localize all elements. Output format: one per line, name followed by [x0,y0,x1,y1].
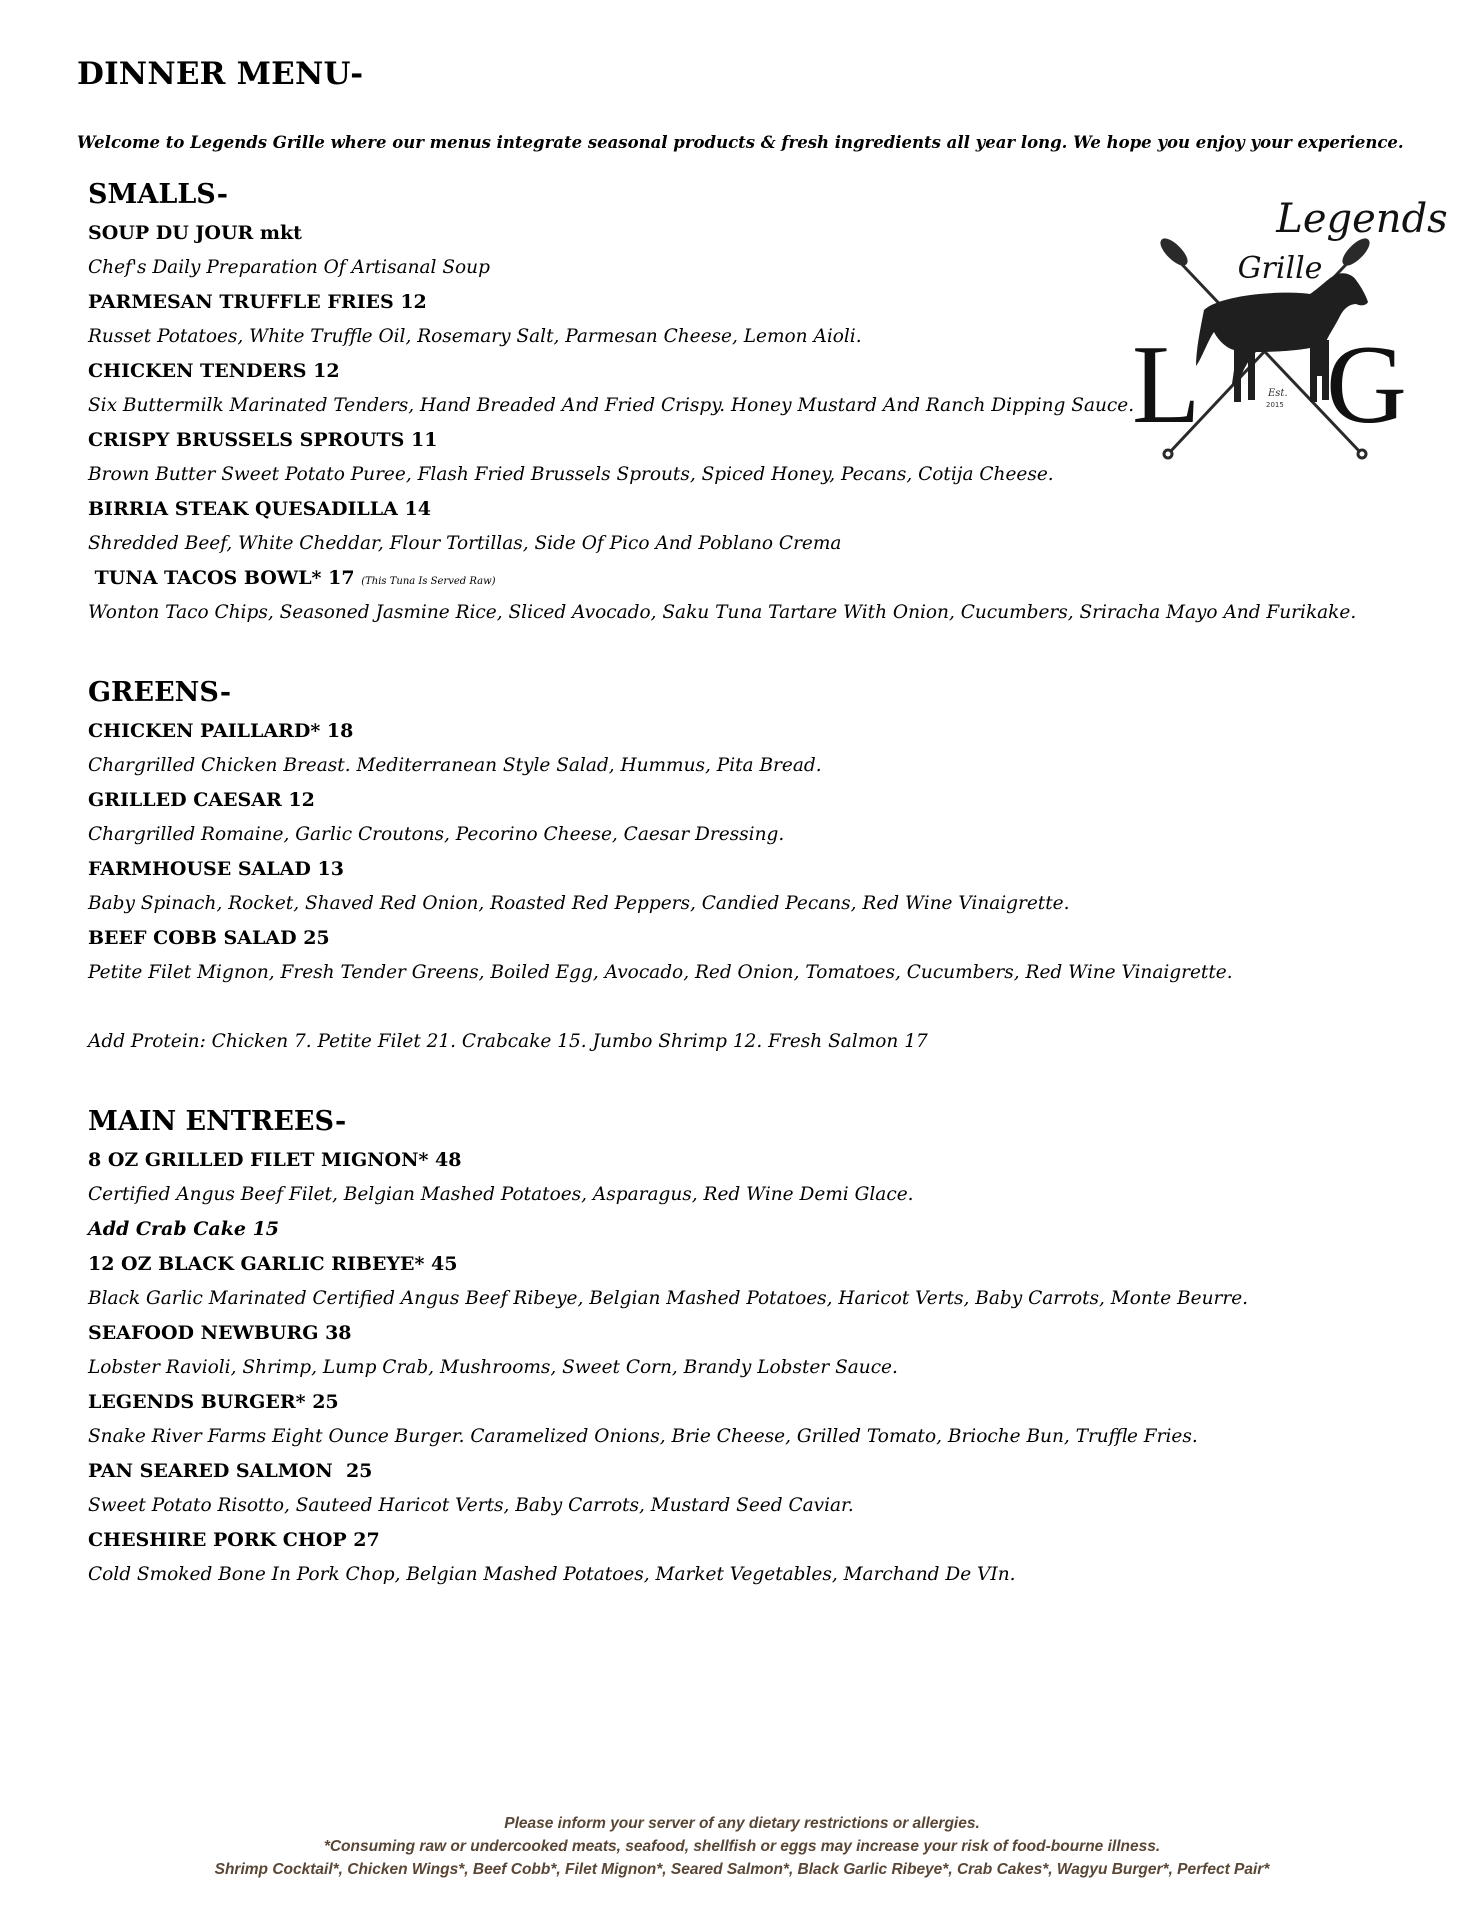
menu-item-name: BEEF COBB SALAD 25 [88,927,330,949]
menu-item-desc: Six Buttermilk Marinated Tenders, Hand Breaded And Fried Crispy. Honey Mustard And Ranch Dipping Sauce. [88,395,1135,416]
logo-letter-g: G [1326,323,1407,447]
menu-item-name: TUNA TACOS BOWL* 17 [88,567,355,589]
menu-item-name: LEGENDS BURGER* 25 [88,1391,339,1413]
menu-item-desc: Sweet Potato Risotto, Sauteed Haricot Verts, Baby Carrots, Mustard Seed Caviar. [88,1495,854,1516]
menu-item-desc: Black Garlic Marinated Certified Angus Beef Ribeye, Belgian Mashed Potatoes, Haricot Verts, Baby Carrots, Monte Beurre. [88,1288,1249,1309]
menu-item-name: GRILLED CAESAR 12 [88,789,315,811]
footer-allergy-line: Please inform your server of any dietary restrictions or allergies. [504,1815,980,1832]
logo-script-line1: Legends [1276,196,1448,242]
logo-year: 2015 [1266,401,1284,409]
menu-item-name: PAN SEARED SALMON 25 [88,1460,373,1482]
menu-item-name: CHESHIRE PORK CHOP 27 [88,1529,380,1551]
footer-raw-items-list: Shrimp Cocktail*, Chicken Wings*, Beef Cobb*, Filet Mignon*, Seared Salmon*, Black Garlic Ribeye*, Crab Cakes*, Wagyu Burger*, Perfect Pair* [214,1861,1270,1878]
logo-est: Est. [1268,388,1288,399]
menu-item-addon: Add Crab Cake 15 [88,1218,280,1240]
add-protein-note: Add Protein: Chicken 7. Petite Filet 21. Crabcake 15. Jumbo Shrimp 12. Fresh Salmon 17 [88,1031,928,1052]
menu-item-desc: Wonton Taco Chips, Seasoned Jasmine Rice, Sliced Avocado, Saku Tuna Tartare With Onion, Cucumbers, Sriracha Mayo And Furikake. [88,602,1357,623]
section-entrees [88,1100,1388,1592]
menu-item-name: FARMHOUSE SALAD 13 [88,858,344,880]
menu-item-desc: Brown Butter Sweet Potato Puree, Flash Fried Brussels Sprouts, Spiced Honey, Pecans, Cotija Cheese. [88,464,1054,485]
menu-item-name: CRISPY BRUSSELS SPROUTS 11 [88,429,438,451]
logo-letter-l: L [1132,323,1201,447]
menu-item-name: PARMESAN TRUFFLE FRIES 12 [88,291,427,313]
menu-item-name: 12 OZ BLACK GARLIC RIBEYE* 45 [88,1253,458,1275]
section-smalls [88,173,1388,630]
menu-item-desc: Certified Angus Beef Filet, Belgian Mashed Potatoes, Asparagus, Red Wine Demi Glace. [88,1184,914,1205]
menu-item-desc: Russet Potatoes, White Truffle Oil, Rosemary Salt, Parmesan Cheese, Lemon Aioli. [88,326,862,347]
menu-item-name: SOUP DU JOUR mkt [88,222,302,244]
menu-item-desc: Snake River Farms Eight Ounce Burger. Caramelized Onions, Brie Cheese, Grilled Tomato, Brioche Bun, Truffle Fries. [88,1426,1198,1447]
menu-item-name: SEAFOOD NEWBURG 38 [88,1322,352,1344]
menu-item-desc: Chargrilled Romaine, Garlic Croutons, Pecorino Cheese, Caesar Dressing. [88,824,785,845]
menu-item-desc: Baby Spinach, Rocket, Shaved Red Onion, Roasted Red Peppers, Candied Pecans, Red Wine Vinaigrette. [88,893,1070,914]
menu-item-desc: Cold Smoked Bone In Pork Chop, Belgian Mashed Potatoes, Market Vegetables, Marchand De VIn. [88,1564,1016,1585]
section-greens [88,671,1388,1059]
menu-item-name-row [88,561,1388,596]
section-title-smalls: SMALLS- [88,179,228,210]
menu-item-name: 8 OZ GRILLED FILET MIGNON* 48 [88,1149,462,1171]
page-title: DINNER MENU- [77,56,364,92]
footer-consumer-advisory: *Consuming raw or undercooked meats, seafood, shellfish or eggs may increase your risk of food-bourne illness. [323,1838,1161,1855]
menu-item-desc: Shredded Beef, White Cheddar, Flour Tortillas, Side Of Pico And Poblano Crema [88,533,842,554]
menu-item-name: CHICKEN PAILLARD* 18 [88,720,354,742]
logo-script-line2: Grille [1237,251,1323,286]
menu-item-desc: Petite Filet Mignon, Fresh Tender Greens, Boiled Egg, Avocado, Red Onion, Tomatoes, Cucumbers, Red Wine Vinaigrette. [88,962,1233,983]
menu-item-desc: Chef's Daily Preparation Of Artisanal Soup [88,257,490,278]
menu-item-desc: Lobster Ravioli, Shrimp, Lump Crab, Mushrooms, Sweet Corn, Brandy Lobster Sauce. [88,1357,898,1378]
menu-item-desc: Chargrilled Chicken Breast. Mediterranean Style Salad, Hummus, Pita Bread. [88,755,822,776]
footer-disclaimer [0,1812,1484,1881]
section-title-greens: GREENS- [88,677,232,708]
raw-tuna-note: (This Tuna Is Served Raw) [361,576,496,587]
menu-item-name: CHICKEN TENDERS 12 [88,360,340,382]
menu-item-name: BIRRIA STEAK QUESADILLA 14 [88,498,431,520]
welcome-text: Welcome to Legends Grille where our menus integrate seasonal products & fresh ingredients all year long. We hope you enjoy your experience. [77,133,1404,152]
section-title-entrees: MAIN ENTREES- [88,1106,347,1137]
